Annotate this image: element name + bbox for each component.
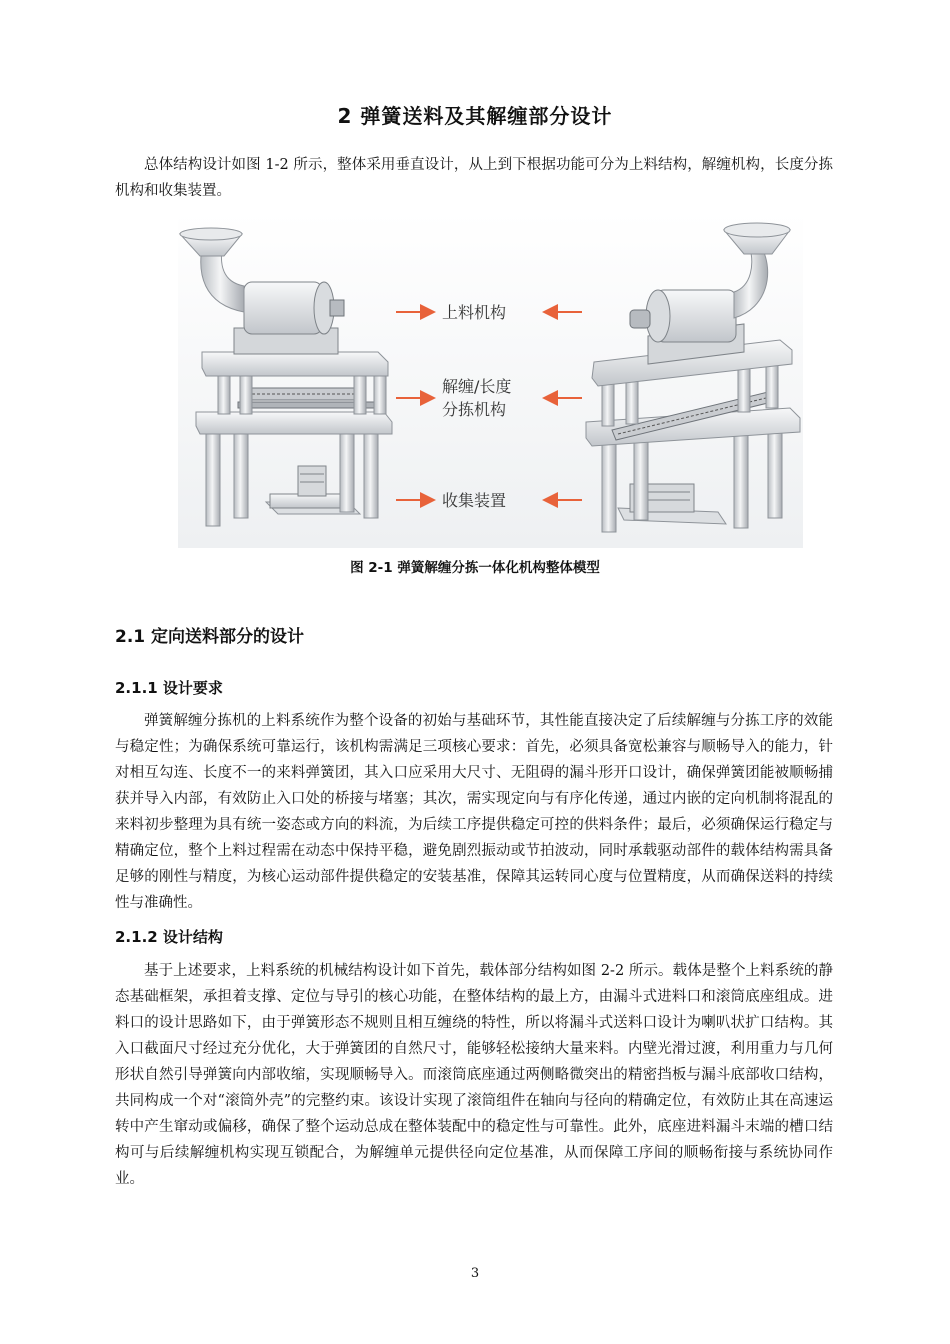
label-collect: 收集装置	[442, 491, 507, 510]
section-2-1-2-paragraph: 基于上述要求，上料系统的机械结构设计如下首先，载体部分结构如图 2-2 所示。载体是整个上料系统的静态基础框架，承担着支撑、定位与导引的核心功能，在整体结构的最上方，由漏斗式进料口和滚筒底座组成。进料口的设计思路如下，由于弹簧形态不规则且相互缠绕的特性，所以将漏斗式送料口设计为喇叭状扩口结构。其入口截面尺寸经过充分优化，大于弹簧团的自然尺寸，能够轻松接纳大量来料。内壁光滑过渡，利用重力与几何形状自然引导弹簧向内部收缩，实现顺畅导入。而滚筒底座通过两侧略微突出的精密挡板与漏斗底部收口结构，共同构成一个对“滚筒外壳”的完整约束。该设计实现了滚筒组件在轴向与径向的精确定位，有效防止其在高速运转中产生窜动或偏移，确保了整个运动总成在整体装配中的稳定性与可靠性。此外，底座进料漏斗末端的槽口结构可与后续解缠机构实现互锁配合，为解缠单元提供径向定位基准，从而保障工序间的顺畅衔接与系统协同作业。	[115, 963, 833, 1187]
label-untangle-line2: 分拣机构	[442, 400, 507, 419]
figure-caption: 图 2-1 弹簧解缠分拣一体化机构整体模型	[350, 560, 600, 576]
intro-paragraph: 总体结构设计如图 1-2 所示，整体采用垂直设计，从上到下根据功能可分为上料结构，解缠机构，长度分拣机构和收集装置。	[115, 157, 833, 199]
label-untangle-line1: 解缠/长度	[442, 377, 512, 396]
section-2-1-1-paragraph: 弹簧解缠分拣机的上料系统作为整个设备的初始与基础环节，其性能直接决定了后续解缠与分拣工序的效能与稳定性；为确保系统可靠运行，该机构需满足三项核心要求：首先，必须具备宽松兼容与顺畅导入的能力，针对相互勾连、长度不一的来料弹簧团，其入口应采用大尺寸、无阻碍的漏斗形开口设计，确保弹簧团能被顺畅捕获并导入内部，有效防止入口处的桥接与堵塞；其次，需实现定向与有序化传递，通过内嵌的定向机制将混乱的来料初步整理为具有统一姿态或方向的料流，为后续工序提供稳定可控的供料条件；最后，必须确保运行稳定与精确定位，整个上料过程需在动态中保持平稳，避免剧烈振动或节拍波动，同时承载驱动部件的载体结构需具备足够的刚性与精度，为核心运动部件提供稳定的安装基准，保障其运转同心度与位置精度，从而确保送料的持续性与准确性。	[115, 713, 833, 911]
page-number: 3	[470, 1266, 480, 1281]
section-2-1-1-heading: 2.1.1 设计要求	[115, 679, 223, 697]
model-figure	[178, 212, 803, 548]
chapter-title: 2 弹簧送料及其解缠部分设计	[337, 104, 613, 128]
section-2-1-2-heading: 2.1.2 设计结构	[115, 928, 223, 946]
label-feeding: 上料机构	[442, 303, 507, 322]
section-2-1-heading: 2.1 定向送料部分的设计	[115, 627, 305, 647]
model-illustration	[178, 212, 803, 548]
